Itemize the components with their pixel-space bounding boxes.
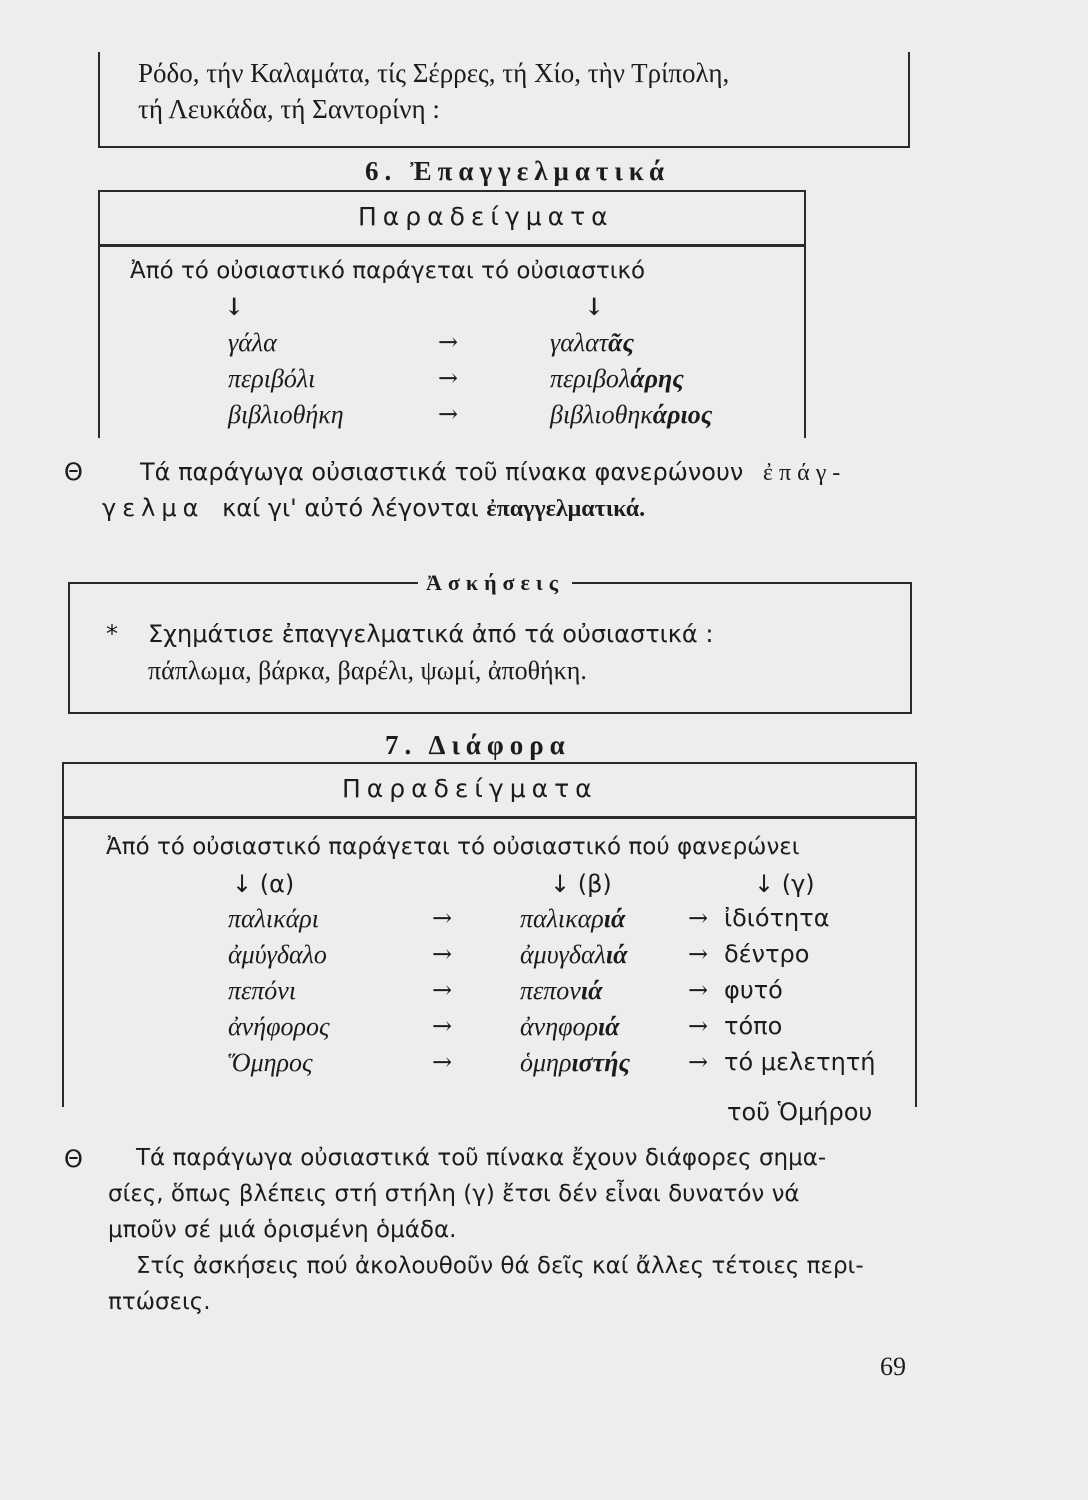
column-b-noun: ὁμηριστής — [520, 1048, 631, 1077]
section-6-note-line-2: γελμα καί γι' αὐτό λέγονται ἐπαγγελματικά. — [102, 494, 646, 522]
column-c-tail: τοῦ Ὁμήρου — [727, 1098, 873, 1126]
section-7-note-line-2: σίες, ὅπως βλέπεις στή στήλη (γ) ἔτσι δέν εἶναι δυνατόν νά — [108, 1181, 800, 1207]
right-arrow-icon: → — [438, 364, 459, 392]
exercise-bullet: * — [106, 620, 118, 648]
exercise-line-2: πάπλωμα, βάρκα, βαρέλι, ψωμί, ἀποθήκη. — [148, 656, 587, 685]
exercises-box — [68, 570, 912, 714]
section-7-note-line-5: πτώσεις. — [108, 1289, 211, 1315]
column-c-meaning: τόπο — [724, 1012, 783, 1040]
section-6-table-header: Παραδείγματα — [358, 202, 614, 231]
section-7-table-header: Παραδείγματα — [342, 774, 598, 803]
right-arrow-icon: → — [432, 1012, 453, 1040]
exercise-line-1: Σχημάτισε ἐπαγγελματικά ἀπό τά οὐσιαστικά : — [148, 620, 714, 648]
column-b-label: ↓ (β) — [550, 870, 612, 898]
right-arrow-icon: → — [438, 328, 459, 356]
column-a-noun: πεπόνι — [228, 976, 297, 1005]
column-c-meaning: ἰδιότητα — [724, 904, 830, 932]
right-arrow-icon: → — [432, 976, 453, 1004]
section-6-note-line-1: Τά παράγωγα οὐσιαστικά τοῦ πίνακα φανερώνουν ἐπάγ- — [140, 458, 847, 486]
page-number: 69 — [880, 1352, 906, 1381]
section-7-table — [62, 762, 917, 1107]
note-marker: Θ — [64, 1145, 83, 1173]
derived-noun: περιβολάρης — [550, 364, 684, 393]
section-7-intro: Ἀπό τό οὐσιαστικό παράγεται τό οὐσιαστικό πού φανερώνει — [106, 834, 800, 860]
column-c-label: ↓ (γ) — [754, 870, 815, 898]
down-arrow-icon: ↓ — [584, 292, 605, 321]
column-a-noun: παλικάρι — [228, 904, 319, 933]
column-b-noun: ἀνηφοριά — [520, 1012, 620, 1041]
top-example-box — [98, 52, 910, 148]
column-a-label: ↓ (α) — [232, 870, 295, 898]
right-arrow-icon: → — [432, 940, 453, 968]
section-6-heading: 6. Ἐπαγγελματικά — [365, 156, 671, 186]
column-a-noun: ἀμύγδαλο — [228, 940, 327, 969]
column-b-noun: ἀμυγδαλιά — [520, 940, 628, 969]
column-c-meaning: τό μελετητή — [724, 1048, 876, 1076]
down-arrow-icon: ↓ — [224, 292, 245, 321]
right-arrow-icon: → — [432, 904, 453, 932]
right-arrow-icon: → — [688, 1012, 709, 1040]
right-arrow-icon: → — [688, 940, 709, 968]
table-header-divider — [62, 816, 917, 819]
section-7-note-line-1: Τά παράγωγα οὐσιαστικά τοῦ πίνακα ἔχουν διάφορες σημα- — [136, 1145, 827, 1171]
right-arrow-icon: → — [688, 976, 709, 1004]
column-c-meaning: φυτό — [724, 976, 783, 1004]
column-a-noun: ἀνήφορος — [228, 1012, 330, 1041]
column-b-noun: πεπονιά — [520, 976, 603, 1005]
table-header-divider — [98, 244, 806, 247]
right-arrow-icon: → — [688, 904, 709, 932]
section-6-table — [98, 190, 806, 438]
exercises-title: Ἀσκήσεις — [418, 570, 572, 596]
note-marker: Θ — [64, 458, 83, 486]
column-c-meaning: δέντρο — [724, 940, 810, 968]
source-noun: περιβόλι — [228, 364, 316, 393]
section-6-intro: Ἀπό τό οὐσιαστικό παράγεται τό οὐσιαστικό — [130, 258, 646, 284]
column-b-noun: παλικαριά — [520, 904, 626, 933]
source-noun: γάλα — [228, 328, 277, 357]
section-7-heading: 7. Διάφορα — [385, 730, 571, 760]
top-box-line-2: τή Λευκάδα, τή Σαντορίνη : — [138, 94, 440, 124]
derived-noun: βιβλιοθηκάριος — [550, 400, 713, 429]
right-arrow-icon: → — [438, 400, 459, 428]
column-a-noun: Ὅμηρος — [228, 1048, 313, 1077]
section-7-note-line-3: μποῦν σέ μιά ὁρισμένη ὁμάδα. — [108, 1217, 457, 1243]
right-arrow-icon: → — [688, 1048, 709, 1076]
top-box-line-1: Ρόδο, τήν Καλαμάτα, τίς Σέρρες, τή Χίο, τὴν Τρίπολη, — [138, 58, 730, 88]
source-noun: βιβλιοθήκη — [228, 400, 344, 429]
section-7-note-line-4: Στίς ἀσκήσεις πού ἀκολουθοῦν θά δεῖς καί ἄλλες τέτοιες περι- — [136, 1253, 864, 1279]
derived-noun: γαλατᾶς — [550, 328, 635, 357]
right-arrow-icon: → — [432, 1048, 453, 1076]
